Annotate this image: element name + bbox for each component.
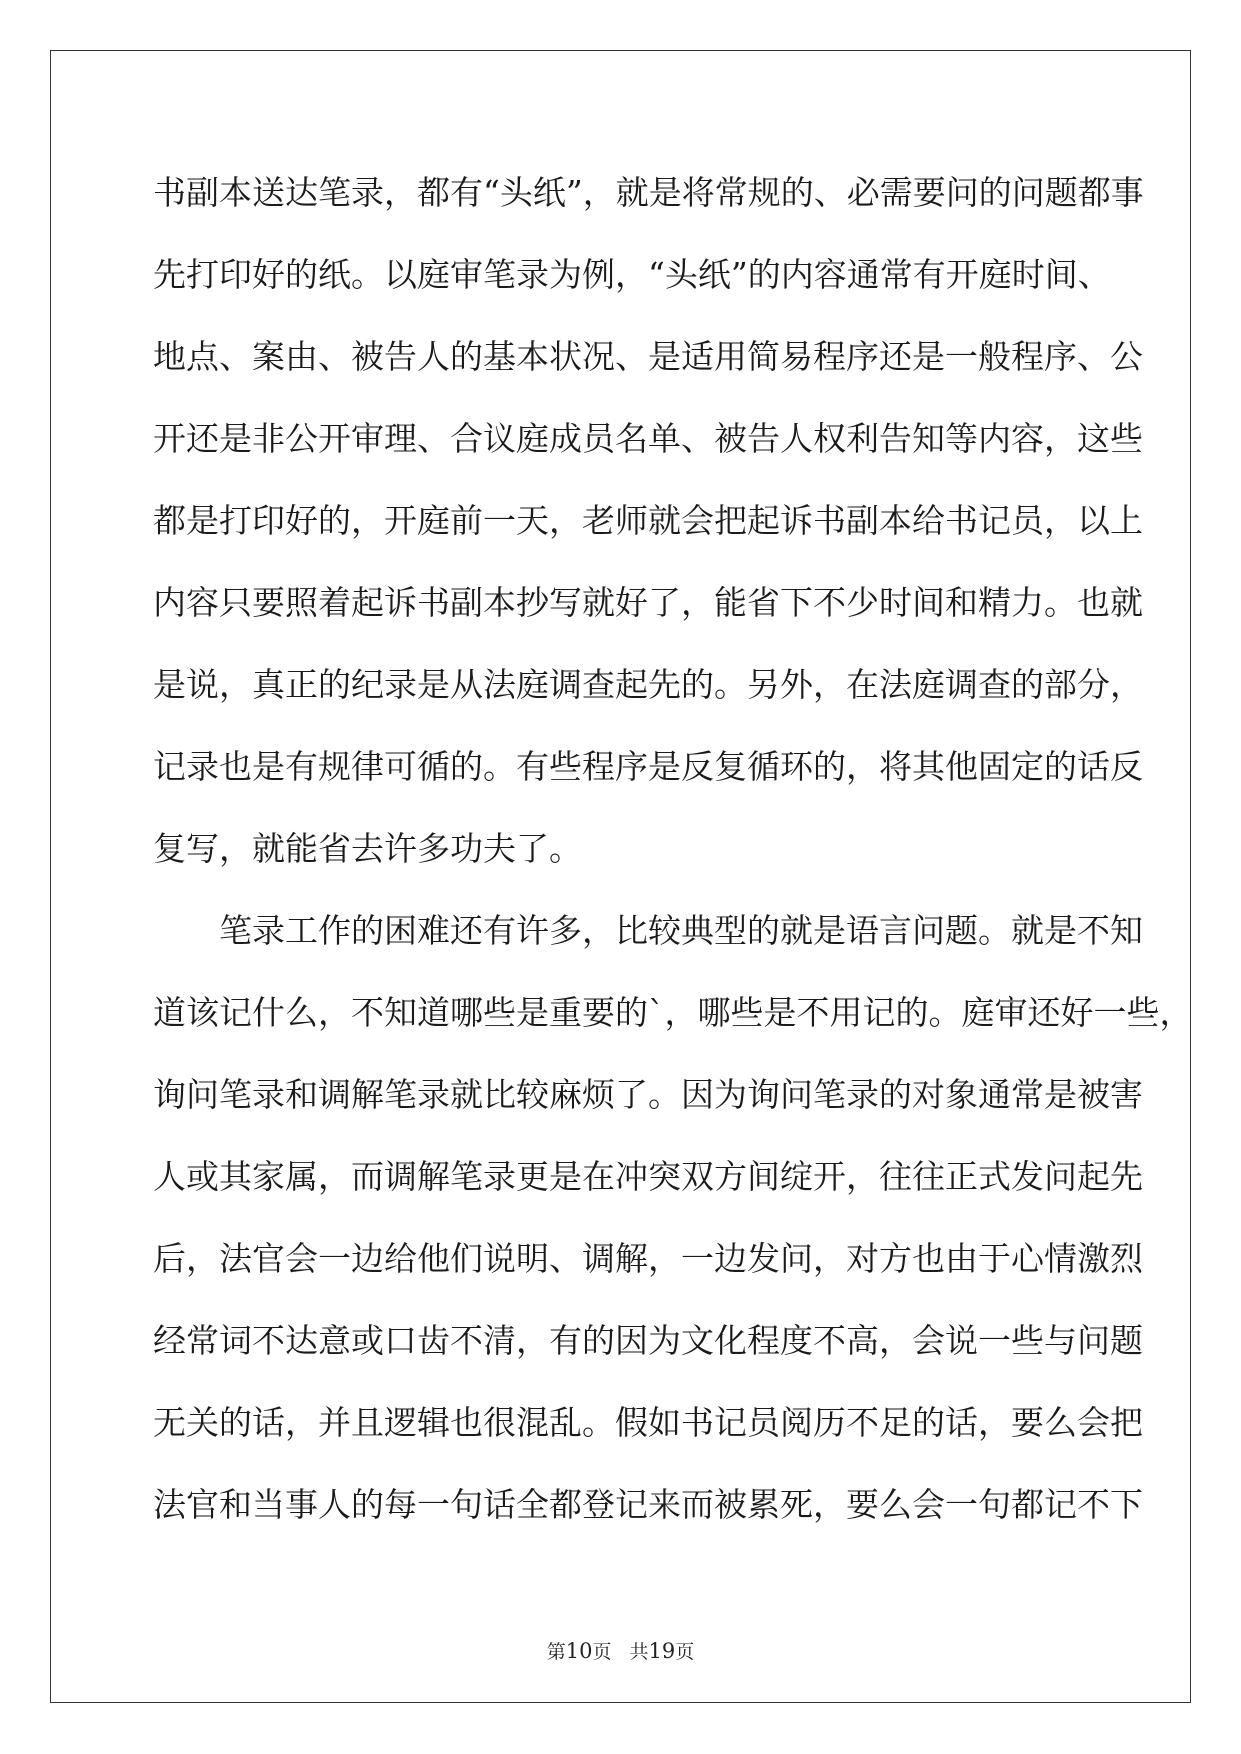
text-line: 书副本送达笔录，都有“头纸”，就是将常规的、必需要问的问题都事	[153, 173, 1144, 212]
text-line: 人或其家属，而调解笔录更是在冲突双方间绽开，往往正式发问起先	[153, 1157, 1143, 1196]
text-line: 开还是非公开审理、合议庭成员名单、被告人权利告知等内容，这些	[153, 419, 1143, 458]
page-footer	[0, 1637, 1241, 1664]
text-line: 内容只要照着起诉书副本抄写就好了，能省下不少时间和精力。也就	[153, 583, 1143, 622]
text-line: 笔录工作的困难还有许多，比较典型的就是语言问题。就是不知	[219, 911, 1143, 950]
text-line: 先打印好的纸。以庭审笔录为例，“头纸”的内容通常有开庭时间、	[153, 255, 1111, 294]
total-page-count: 19	[648, 1639, 676, 1663]
text-line: 道该记什么，不知道哪些是重要的`，哪些是不用记的。庭审还好一些，	[153, 993, 1193, 1032]
text-line: 地点、案由、被告人的基本状况、是适用简易程序还是一般程序、公	[153, 337, 1143, 376]
text-line: 法官和当事人的每一句话全都登记来而被累死，要么会一句都记不下	[153, 1485, 1143, 1524]
footer-page-suffix: 页	[592, 1641, 612, 1663]
footer-total-prefix: 共	[629, 1641, 649, 1663]
footer-total-suffix: 页	[675, 1641, 695, 1663]
text-line: 询问笔录和调解笔录就比较麻烦了。因为询问笔录的对象通常是被害	[153, 1075, 1143, 1114]
text-line: 记录也是有规律可循的。有些程序是反复循环的，将其他固定的话反	[153, 747, 1143, 786]
text-line: 复写，就能省去许多功夫了。	[153, 829, 582, 868]
text-line: 都是打印好的，开庭前一天，老师就会把起诉书副本给书记员，以上	[153, 501, 1143, 540]
text-line: 后，法官会一边给他们说明、调解，一边发问，对方也由于心情激烈	[153, 1239, 1143, 1278]
body-text	[153, 152, 1193, 1546]
text-line: 是说，真正的纪录是从法庭调查起先的。另外，在法庭调查的部分，	[153, 665, 1143, 704]
text-line: 经常词不达意或口齿不清，有的因为文化程度不高，会说一些与问题	[153, 1321, 1143, 1360]
footer-prefix: 第	[546, 1641, 566, 1663]
current-page-number: 10	[565, 1639, 593, 1663]
text-line: 无关的话，并且逻辑也很混乱。假如书记员阅历不足的话，要么会把	[153, 1403, 1143, 1442]
